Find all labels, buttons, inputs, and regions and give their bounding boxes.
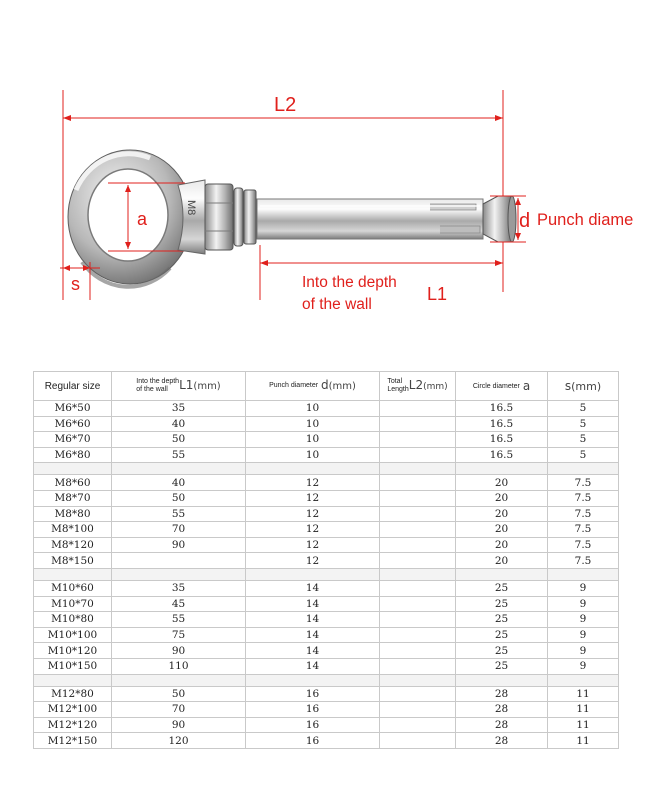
cell-total-length bbox=[380, 580, 456, 596]
cell-s: 5 bbox=[548, 432, 619, 448]
cell-size: M8*150 bbox=[34, 553, 112, 569]
table-row bbox=[34, 627, 619, 643]
cell-punch-diameter: 14 bbox=[246, 658, 380, 674]
separator-cell bbox=[456, 568, 548, 580]
table-row bbox=[34, 612, 619, 628]
cell-s: 9 bbox=[548, 612, 619, 628]
separator-cell bbox=[112, 674, 246, 686]
table-row bbox=[34, 643, 619, 659]
dimension-l1 bbox=[260, 245, 503, 313]
cell-depth: 90 bbox=[112, 717, 246, 733]
cell-s: 9 bbox=[548, 596, 619, 612]
cell-punch-diameter: 14 bbox=[246, 643, 380, 659]
cell-s: 7.5 bbox=[548, 537, 619, 553]
cell-size: M6*70 bbox=[34, 432, 112, 448]
separator-cell bbox=[380, 674, 456, 686]
cell-depth: 40 bbox=[112, 475, 246, 491]
cell-total-length bbox=[380, 537, 456, 553]
table-row bbox=[34, 553, 619, 569]
cell-size: M10*100 bbox=[34, 627, 112, 643]
cell-circle-diameter: 28 bbox=[456, 686, 548, 702]
header-circle-diameter: Circle diameter a bbox=[456, 372, 548, 401]
cell-total-length bbox=[380, 612, 456, 628]
table-row bbox=[34, 475, 619, 491]
separator-cell bbox=[456, 463, 548, 475]
cell-s: 11 bbox=[548, 702, 619, 718]
cell-s: 5 bbox=[548, 447, 619, 463]
separator-cell bbox=[34, 463, 112, 475]
cell-s: 7.5 bbox=[548, 506, 619, 522]
cell-depth: 50 bbox=[112, 686, 246, 702]
cell-punch-diameter: 10 bbox=[246, 416, 380, 432]
cell-size: M6*50 bbox=[34, 401, 112, 417]
cell-punch-diameter: 14 bbox=[246, 580, 380, 596]
cell-depth: 35 bbox=[112, 401, 246, 417]
cell-circle-diameter: 20 bbox=[456, 522, 548, 538]
table-row bbox=[34, 401, 619, 417]
cell-circle-diameter: 16.5 bbox=[456, 447, 548, 463]
expansion-sleeve bbox=[257, 199, 483, 239]
group-separator-row bbox=[34, 568, 619, 580]
hex-nut bbox=[205, 184, 233, 250]
cell-punch-diameter: 16 bbox=[246, 733, 380, 749]
cell-s: 7.5 bbox=[548, 522, 619, 538]
cell-size: M10*150 bbox=[34, 658, 112, 674]
header-punch-diameter: Punch diameter d(mm) bbox=[246, 372, 380, 401]
group-separator-row bbox=[34, 674, 619, 686]
cell-punch-diameter: 10 bbox=[246, 401, 380, 417]
cell-size: M10*60 bbox=[34, 580, 112, 596]
cell-depth: 70 bbox=[112, 522, 246, 538]
cell-size: M8*70 bbox=[34, 490, 112, 506]
cell-circle-diameter: 20 bbox=[456, 490, 548, 506]
cell-punch-diameter: 10 bbox=[246, 447, 380, 463]
cell-size: M10*120 bbox=[34, 643, 112, 659]
cell-size: M12*150 bbox=[34, 733, 112, 749]
cell-total-length bbox=[380, 553, 456, 569]
separator-cell bbox=[246, 463, 380, 475]
flat-washer bbox=[244, 190, 256, 244]
expansion-cone bbox=[483, 196, 516, 242]
table-row bbox=[34, 506, 619, 522]
separator-cell bbox=[246, 568, 380, 580]
cell-s: 11 bbox=[548, 733, 619, 749]
cell-punch-diameter: 12 bbox=[246, 553, 380, 569]
table-row bbox=[34, 658, 619, 674]
cell-total-length bbox=[380, 401, 456, 417]
cell-depth: 40 bbox=[112, 416, 246, 432]
cell-depth: 120 bbox=[112, 733, 246, 749]
cell-depth: 110 bbox=[112, 658, 246, 674]
cell-circle-diameter: 20 bbox=[456, 553, 548, 569]
cell-s: 5 bbox=[548, 416, 619, 432]
cell-circle-diameter: 25 bbox=[456, 658, 548, 674]
cell-s: 7.5 bbox=[548, 553, 619, 569]
cell-punch-diameter: 12 bbox=[246, 475, 380, 491]
cell-s: 9 bbox=[548, 658, 619, 674]
table-row bbox=[34, 490, 619, 506]
label-punch-diameter: Punch diame bbox=[537, 211, 634, 229]
cell-total-length bbox=[380, 490, 456, 506]
cell-total-length bbox=[380, 596, 456, 612]
separator-cell bbox=[380, 568, 456, 580]
table-row bbox=[34, 717, 619, 733]
cell-punch-diameter: 16 bbox=[246, 717, 380, 733]
group-separator-row bbox=[34, 463, 619, 475]
label-depth-line2: of the wall bbox=[302, 296, 372, 313]
label-s: s bbox=[71, 274, 80, 294]
separator-cell bbox=[34, 674, 112, 686]
table-row bbox=[34, 432, 619, 448]
separator-cell bbox=[34, 568, 112, 580]
cell-total-length bbox=[380, 447, 456, 463]
separator-cell bbox=[246, 674, 380, 686]
cell-circle-diameter: 25 bbox=[456, 627, 548, 643]
header-regular-size: Regular size bbox=[34, 372, 112, 401]
cell-circle-diameter: 16.5 bbox=[456, 432, 548, 448]
cell-size: M12*120 bbox=[34, 717, 112, 733]
cell-depth: 55 bbox=[112, 506, 246, 522]
label-l2: L2 bbox=[274, 94, 297, 116]
cell-s: 9 bbox=[548, 627, 619, 643]
cell-punch-diameter: 12 bbox=[246, 522, 380, 538]
dimension-s bbox=[60, 262, 100, 300]
cell-size: M8*80 bbox=[34, 506, 112, 522]
cell-s: 7.5 bbox=[548, 490, 619, 506]
cell-depth bbox=[112, 553, 246, 569]
cell-total-length bbox=[380, 475, 456, 491]
cell-circle-diameter: 25 bbox=[456, 580, 548, 596]
stamp-text: M8 bbox=[185, 200, 197, 216]
cell-circle-diameter: 20 bbox=[456, 537, 548, 553]
cell-total-length bbox=[380, 717, 456, 733]
cell-total-length bbox=[380, 627, 456, 643]
table-header-row bbox=[34, 372, 619, 401]
cell-punch-diameter: 10 bbox=[246, 432, 380, 448]
table-row bbox=[34, 447, 619, 463]
eye-ring bbox=[68, 150, 192, 287]
cell-s: 11 bbox=[548, 717, 619, 733]
cell-size: M12*80 bbox=[34, 686, 112, 702]
label-depth-line1: Into the depth bbox=[302, 274, 397, 291]
eye-bolt-diagram bbox=[0, 0, 650, 340]
cell-total-length bbox=[380, 416, 456, 432]
cell-depth: 70 bbox=[112, 702, 246, 718]
cell-punch-diameter: 14 bbox=[246, 612, 380, 628]
cell-circle-diameter: 28 bbox=[456, 702, 548, 718]
header-s: s(mm) bbox=[548, 372, 619, 401]
cell-circle-diameter: 28 bbox=[456, 717, 548, 733]
cell-circle-diameter: 25 bbox=[456, 596, 548, 612]
cell-size: M8*60 bbox=[34, 475, 112, 491]
cell-total-length bbox=[380, 658, 456, 674]
cell-size: M10*80 bbox=[34, 612, 112, 628]
cell-punch-diameter: 14 bbox=[246, 627, 380, 643]
cell-circle-diameter: 25 bbox=[456, 612, 548, 628]
label-l1: L1 bbox=[427, 284, 448, 304]
cell-s: 9 bbox=[548, 580, 619, 596]
table-row bbox=[34, 733, 619, 749]
header-depth: Into the depth of the wall L1(mm) bbox=[112, 372, 246, 401]
cell-total-length bbox=[380, 702, 456, 718]
cell-depth: 75 bbox=[112, 627, 246, 643]
cell-circle-diameter: 20 bbox=[456, 475, 548, 491]
cell-total-length bbox=[380, 643, 456, 659]
cell-size: M8*100 bbox=[34, 522, 112, 538]
separator-cell bbox=[548, 463, 619, 475]
label-a: a bbox=[137, 209, 148, 229]
cell-circle-diameter: 25 bbox=[456, 643, 548, 659]
cell-total-length bbox=[380, 733, 456, 749]
cell-punch-diameter: 12 bbox=[246, 490, 380, 506]
cell-punch-diameter: 16 bbox=[246, 686, 380, 702]
table-row bbox=[34, 537, 619, 553]
cell-size: M6*80 bbox=[34, 447, 112, 463]
separator-cell bbox=[380, 463, 456, 475]
cell-total-length bbox=[380, 506, 456, 522]
separator-cell bbox=[548, 568, 619, 580]
cell-punch-diameter: 12 bbox=[246, 537, 380, 553]
separator-cell bbox=[112, 463, 246, 475]
header-total-length: Total LengthL2(mm) bbox=[380, 372, 456, 401]
separator-cell bbox=[548, 674, 619, 686]
cell-depth: 55 bbox=[112, 612, 246, 628]
cell-depth: 35 bbox=[112, 580, 246, 596]
cell-circle-diameter: 16.5 bbox=[456, 416, 548, 432]
cell-size: M12*100 bbox=[34, 702, 112, 718]
cell-depth: 90 bbox=[112, 537, 246, 553]
cell-punch-diameter: 16 bbox=[246, 702, 380, 718]
cell-size: M8*120 bbox=[34, 537, 112, 553]
cell-total-length bbox=[380, 686, 456, 702]
table-row bbox=[34, 580, 619, 596]
cell-depth: 90 bbox=[112, 643, 246, 659]
spring-washer bbox=[234, 188, 243, 246]
table-row bbox=[34, 596, 619, 612]
cell-s: 9 bbox=[548, 643, 619, 659]
table-row bbox=[34, 522, 619, 538]
table-row bbox=[34, 416, 619, 432]
cell-circle-diameter: 28 bbox=[456, 733, 548, 749]
spec-table-body bbox=[34, 401, 619, 749]
cell-size: M10*70 bbox=[34, 596, 112, 612]
cell-depth: 55 bbox=[112, 447, 246, 463]
cell-depth: 50 bbox=[112, 490, 246, 506]
cell-total-length bbox=[380, 432, 456, 448]
table-row bbox=[34, 686, 619, 702]
separator-cell bbox=[456, 674, 548, 686]
spec-table bbox=[33, 371, 619, 749]
cell-circle-diameter: 16.5 bbox=[456, 401, 548, 417]
cell-total-length bbox=[380, 522, 456, 538]
cell-punch-diameter: 14 bbox=[246, 596, 380, 612]
cell-s: 5 bbox=[548, 401, 619, 417]
cell-size: M6*60 bbox=[34, 416, 112, 432]
cell-punch-diameter: 12 bbox=[246, 506, 380, 522]
label-d: d bbox=[519, 210, 531, 232]
cell-depth: 50 bbox=[112, 432, 246, 448]
cell-s: 11 bbox=[548, 686, 619, 702]
cell-s: 7.5 bbox=[548, 475, 619, 491]
cell-circle-diameter: 20 bbox=[456, 506, 548, 522]
table-row bbox=[34, 702, 619, 718]
separator-cell bbox=[112, 568, 246, 580]
cell-depth: 45 bbox=[112, 596, 246, 612]
